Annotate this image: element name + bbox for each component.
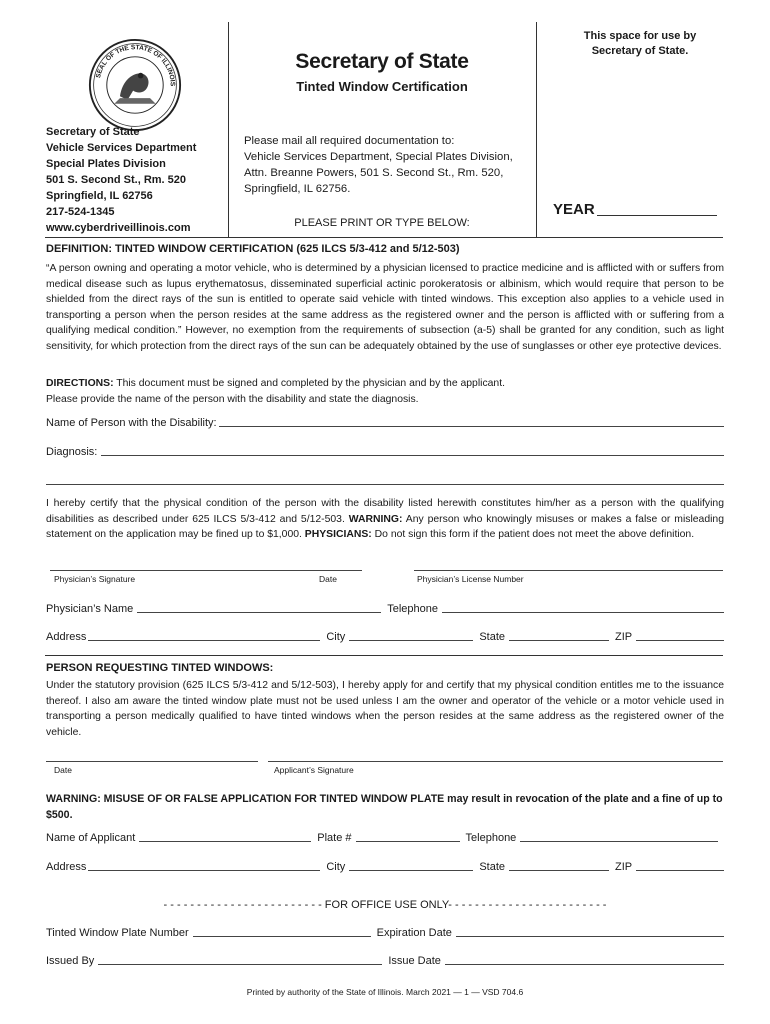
physician-state-label: State	[479, 631, 505, 643]
applicant-signature-label: Applicant’s Signature	[274, 765, 354, 775]
svg-text:SEAL OF THE STATE OF ILLINOIS: SEAL OF THE STATE OF ILLINOIS	[94, 44, 176, 87]
footer-note: Printed by authority of the State of Illinois. March 2021 — 1 — VSD 704.6	[246, 987, 524, 997]
issued-by-field[interactable]	[98, 954, 382, 965]
header-bottom-rule	[45, 237, 723, 238]
diagnosis-field[interactable]	[101, 445, 724, 456]
form-subtitle: Tinted Window Certification	[296, 79, 468, 94]
mailing-instructions: Please mail all required documentation to: Vehicle Services Department, Special Plates Division, Attn. Breanne Powers, 501 S. Second St., Rm. 520, Springfield, IL 62756.	[244, 135, 513, 195]
year-field[interactable]	[597, 215, 717, 216]
definition-text: “A person owning and operating a motor vehicle, who is determined by a physician licensed to practice medicine and is afflicted with or suffers from medical disease such as lupus erythematosus, disseminated superficial actinic porokeratosis or albinism, which would require that person to be shielded from the direct rays of the sun is entitled to operate said vehicle with tinted windows. This exception also applies to a vehicle used in transporting a person when the person resides at the same address as the registered owner and the person is afflicted with or suffering from a qualifying medical condition.” However, no exemption from the requirements of subsection (a-5) shall be granted for any condition, such as light sensitivity, for which protection from the direct rays of the sun can be adequately obtained by the use of sunglasses or other eye protective devices.	[46, 263, 724, 352]
applicant-city-label: City	[326, 861, 346, 873]
applicant-zip-field[interactable]	[636, 860, 724, 871]
print-instructions: PLEASE PRINT OR TYPE BELOW:	[294, 217, 470, 229]
office-issued-row	[46, 954, 724, 967]
physician-city-field[interactable]	[349, 630, 473, 641]
physician-name-label: Physician’s Name	[46, 603, 134, 615]
applicant-section-heading: PERSON REQUESTING TINTED WINDOWS:	[46, 662, 274, 674]
applicant-statement-text: Under the statutory provision (625 ILCS 5/3-412 and 5/12-503), I hereby apply for and certify that my physical condition entitles me to the issuance thereof. I also am aware the tinted window plate must not be used unless I am the owner and operator of the vehicle or a motor vehicle used in transporting a person medically qualified to have tinted windows when the person resides at the same address as the registered owner of the vehicle.	[46, 680, 724, 738]
applicant-plate-label: Plate #	[317, 832, 352, 844]
applicant-name-label: Name of Applicant	[46, 832, 136, 844]
physician-address-label: Address	[46, 631, 87, 643]
diagnosis-row	[46, 445, 724, 458]
physician-signature-field[interactable]	[50, 570, 362, 571]
applicant-date-field[interactable]	[46, 761, 258, 762]
state-seal-logo	[88, 38, 182, 132]
physician-certification-text: I hereby certify that the physical condition of the person with the disability listed herewith constitutes him/her as a person with the qualifying disabilities as described under 625 ILCS 5/3-412 and 5/12-503. WARNING: Any person who knowingly misuses or makes a false or misleading statement on the application may be fined up to $1,000. PHYSICIANS: Do not sign this form if the patient does not meet the above definition.	[46, 498, 724, 541]
physician-zip-label: ZIP	[615, 631, 633, 643]
office-use-divider: - - - - - - - - - - - - - - - - - - - - - - - - FOR OFFICE USE ONLY- - - - - - - - - - - - - - - - - - - - - - - -	[163, 899, 607, 911]
physician-state-field[interactable]	[509, 630, 609, 641]
applicant-telephone-field[interactable]	[520, 831, 718, 842]
physician-signature-label: Physician’s Signature	[54, 574, 136, 584]
year-label: YEAR	[553, 201, 595, 218]
applicant-date-label: Date	[54, 765, 72, 775]
physician-telephone-label: Telephone	[387, 603, 439, 615]
applicant-zip-label: ZIP	[615, 861, 633, 873]
physician-address-field[interactable]	[88, 630, 320, 641]
physician-license-field[interactable]	[414, 570, 723, 571]
physician-license-label: Physician’s License Number	[417, 574, 524, 584]
applicant-telephone-label: Telephone	[465, 832, 517, 844]
applicant-plate-field[interactable]	[356, 831, 460, 842]
physician-zip-field[interactable]	[636, 630, 724, 641]
physician-address-row	[46, 630, 724, 643]
applicant-address-field[interactable]	[88, 860, 320, 871]
header-divider-right	[536, 22, 537, 237]
physician-name-field[interactable]	[137, 602, 381, 613]
office-plate-row	[46, 926, 724, 939]
applicant-address-label: Address	[46, 861, 87, 873]
physician-name-row	[46, 602, 724, 615]
disability-name-row	[46, 416, 724, 429]
applicant-signature-field[interactable]	[268, 761, 723, 762]
plate-number-label: Tinted Window Plate Number	[46, 927, 189, 939]
applicant-name-field[interactable]	[139, 831, 311, 842]
definition-heading: DEFINITION: TINTED WINDOW CERTIFICATION (625 ILCS 5/3-412 and 5/12-503)	[46, 243, 460, 255]
issue-date-field[interactable]	[445, 954, 724, 965]
applicant-state-label: State	[479, 861, 505, 873]
applicant-address-row	[46, 860, 724, 873]
diagnosis-field-line2[interactable]	[46, 484, 724, 485]
physician-telephone-field[interactable]	[442, 602, 724, 613]
department-address: Secretary of State Vehicle Services Department Special Plates Division 501 S. Second St., Rm. 520 Springfield, IL 62756 217-524-1345 www.cyberdriveillinois.com	[46, 126, 197, 234]
disability-name-label: Name of Person with the Disability:	[46, 417, 217, 429]
expiration-date-field[interactable]	[456, 926, 724, 937]
physician-date-label: Date	[319, 574, 337, 584]
issued-by-label: Issued By	[46, 955, 95, 967]
issue-date-label: Issue Date	[388, 955, 441, 967]
applicant-name-row	[46, 831, 724, 844]
applicant-city-field[interactable]	[349, 860, 473, 871]
plate-number-field[interactable]	[193, 926, 371, 937]
directions-text: DIRECTIONS: This document must be signed and completed by the physician and by the applicant. Please provide the name of the person with the disability and state the diagnosis.	[46, 378, 505, 405]
misuse-warning: WARNING: MISUSE OF OR FALSE APPLICATION FOR TINTED WINDOW PLATE may result in revocation of the plate and a fine of up to $500.	[46, 793, 723, 821]
form-title: Secretary of State	[295, 50, 469, 73]
diagnosis-label: Diagnosis:	[46, 446, 98, 458]
physician-city-label: City	[326, 631, 346, 643]
section-divider	[45, 655, 723, 656]
disability-name-field[interactable]	[219, 416, 724, 427]
expiration-date-label: Expiration Date	[376, 927, 452, 939]
office-use-note: This space for use by Secretary of State.	[583, 30, 697, 57]
applicant-state-field[interactable]	[509, 860, 609, 871]
